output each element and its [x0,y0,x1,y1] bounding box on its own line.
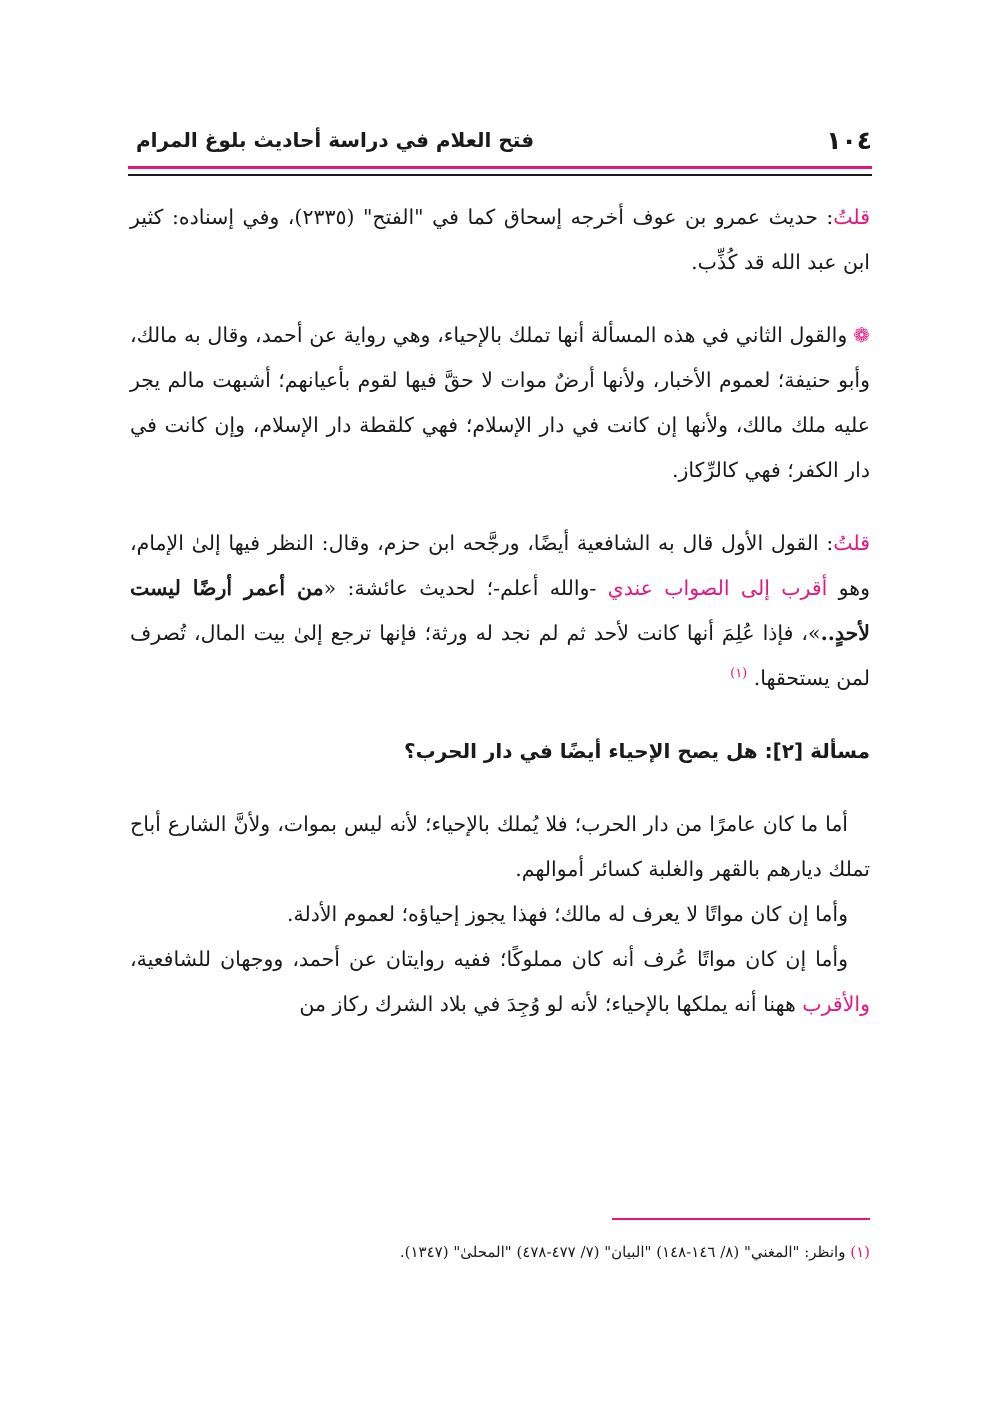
footnote [130,1240,870,1264]
masala-heading: مسألة [٢]: هل يصح الإحياء أيضًا في دار الحرب؟ [404,739,870,763]
paragraph-1-text: : حديث عمرو بن عوف أخرجه إسحاق كما في "الفتح" (٢٣٣٥)، وفي إسناده: كثير ابن عبد الله قد كُذِّب. [130,205,870,274]
paragraph-4: أما ما كان عامرًا من دار الحرب؛ فلا يُملك بالإحياء؛ لأنه ليس بموات، ولأنَّ الشارع أباح تملك ديارهم بالقهر والغلبة كسائر أموالهم. [130,812,870,881]
paragraph-3 [130,521,870,701]
paragraph-1 [130,195,870,285]
paragraph-2-text: والقول الثاني في هذه المسألة أنها تملك بالإحياء، وهي رواية عن أحمد، وقال به مالك، وأبو حنيفة؛ لعموم الأخبار، ولأنها أرضٌ موات لا حقَّ فيها لقوم بأعيانهم؛ أشبهت مالم يجر عليه ملك مالك، ولأنها إن كانت في دار الإسلام؛ فهي كلقطة دار الإسلام، وإن كانت في دار الكفر؛ فهي كالرِّكاز. [130,323,870,482]
highlighted-phrase: أقرب إلى الصواب عندي [607,576,828,600]
footnote-text: وانظر: "المغني" (٨/ ١٤٦-١٤٨) "البيان" (٧/ ٤٧٧-٤٧٨) "المحلىٰ" (١٣٤٧). [399,1243,851,1261]
page-number: ١٠٤ [826,126,872,155]
paragraph-3-text: »، فإذا عُلِمَ أنها كانت لأحد ثم لم نجد له ورثة؛ فإنها ترجع إلىٰ بيت المال، تُصرف لمن يستحقها. [130,621,870,690]
paragraph-6 [130,937,870,1027]
flower-icon: ❁ [853,323,870,347]
paragraph-6-text: ههنا أنه يملكها بالإحياء؛ لأنه لو وُجِدَ في بلاد الشرك ركاز من [299,992,803,1016]
hadith-quote: من أعمر أرضًا ليست لأحدٍ.. [130,576,870,645]
paragraph-5: وأما إن كان مواتًا لا يعرف له مالك؛ فهذا يجوز إحياؤه؛ لعموم الأدلة. [286,902,848,926]
footnote-number: (١) [850,1243,870,1261]
qultu-label: قلتُ [833,205,870,229]
paragraph-2 [130,313,870,493]
running-title: فتح العلام في دراسة أحاديث بلوغ المرام [136,128,535,152]
paragraph-3-text: : القول الأول قال به الشافعية أيضًا، ورجَّحه ابن حزم، وقال: النظر فيها إلىٰ الإمام، وهو [130,531,870,600]
qultu-label: قلتُ [833,531,870,555]
header-rule-accent [128,166,872,169]
paragraph-3-text: -والله أعلم-؛ لحديث عائشة: « [323,576,608,600]
highlighted-phrase: والأقرب [802,992,870,1016]
page-header [128,118,872,166]
paragraph-6-text: وأما إن كان مواتًا عُرف أنه كان مملوكًا؛ ففيه روايتان عن أحمد، ووجهان للشافعية، [130,947,848,971]
footnote-separator [612,1218,870,1220]
main-text [130,195,870,1027]
header-rule-dark [128,174,872,176]
footnote-reference: (١) [730,666,748,682]
